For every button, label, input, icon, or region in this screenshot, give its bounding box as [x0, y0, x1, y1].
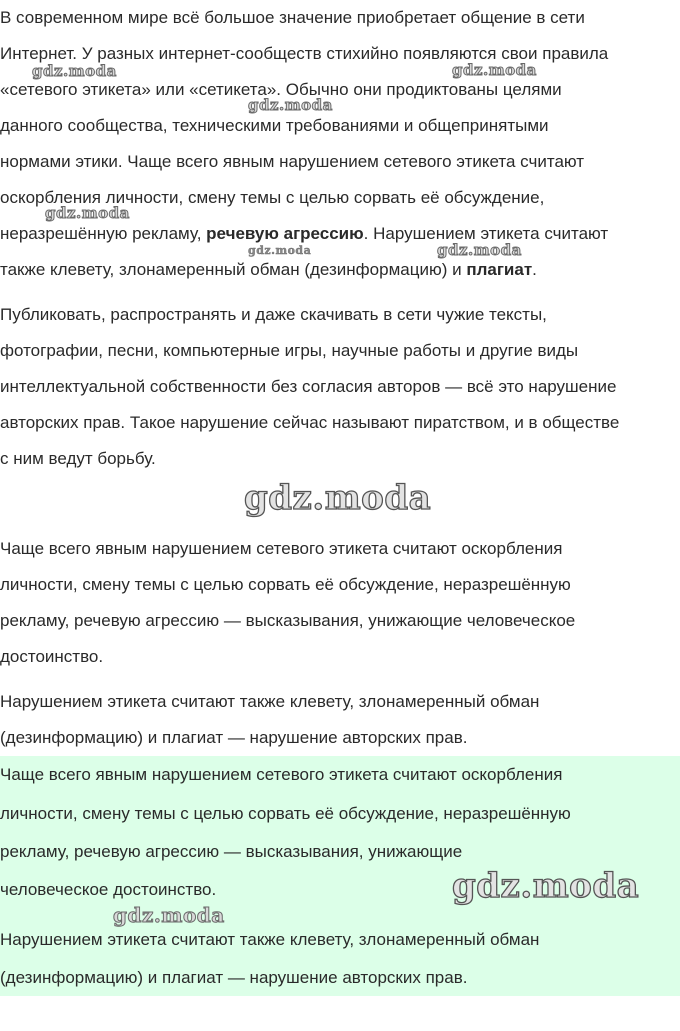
watermark: gdz.moda: [248, 244, 312, 257]
text-line: «сетевого этикета» или «сетикета». Обычно они продиктованы целями: [0, 80, 562, 99]
text-line: личности, смену темы с целью сорвать её обсуждение, неразрешённую: [0, 804, 571, 823]
bold-term-speech-aggression: речевую агрессию: [206, 224, 364, 243]
text-line: авторских прав. Такое нарушение сейчас называют пиратством, и в обществе: [0, 413, 620, 432]
text-line: данного сообщества, техническими требованиями и общепринятыми: [0, 116, 549, 135]
text-line: с ним ведут борьбу.: [0, 449, 156, 468]
text-line: интеллектуальной собственности без согласия авторов — всё это нарушение: [0, 377, 617, 396]
watermark: gdz.moda: [45, 204, 130, 222]
text-line: (дезинформацию) и плагиат — нарушение авторских прав.: [0, 968, 468, 987]
watermark: gdz.moda: [248, 96, 333, 114]
text-line: [0, 259, 537, 281]
watermark: gdz.moda: [32, 62, 117, 80]
text-line: личности, смену темы с целью сорвать её обсуждение, неразрешённую: [0, 575, 571, 594]
text-line: рекламу, речевую агрессию — высказывания, унижающие: [0, 842, 463, 861]
text-line: Нарушением этикета считают также клевету, злонамеренный обман: [0, 692, 540, 711]
text-line: фотографии, песни, компьютерные игры, научные работы и другие виды: [0, 341, 579, 360]
watermark: gdz.moda: [437, 241, 522, 259]
text-line: Публиковать, распространять и даже скачивать в сети чужие тексты,: [0, 305, 547, 324]
bold-term-plagiarism: плагиат: [466, 260, 533, 279]
watermark: gdz.moda: [452, 866, 640, 906]
text-line: Чаще всего явным нарушением сетевого этикета считают оскорбления: [0, 765, 563, 784]
text-span: . Нарушением этикета считают: [363, 224, 609, 243]
text-line: рекламу, речевую агрессию — высказывания, унижающие человеческое: [0, 611, 576, 630]
text-span: .: [532, 260, 537, 279]
watermark: gdz.moda: [452, 61, 537, 79]
text-span: также клевету, злонамеренный обман (дезинформацию) и: [0, 260, 467, 279]
text-line: Нарушением этикета считают также клевету, злонамеренный обман: [0, 930, 540, 949]
text-line: В современном мире всё большое значение приобретает общение в сети: [0, 8, 585, 27]
text-line: человеческое достоинство.: [0, 880, 217, 899]
watermark: gdz.moda: [113, 903, 225, 927]
text-line: Интернет. У разных интернет-сообществ стихийно появляются свои правила: [0, 44, 609, 63]
text-line: оскорбления личности, смену темы с целью сорвать её обсуждение,: [0, 188, 545, 207]
watermark: gdz.moda: [244, 478, 432, 518]
text-line: нормами этики. Чаще всего явным нарушением сетевого этикета считают: [0, 152, 585, 171]
text-line: достоинство.: [0, 647, 104, 666]
text-line: Чаще всего явным нарушением сетевого этикета считают оскорбления: [0, 539, 563, 558]
text-span: неразрешённую рекламу,: [0, 224, 207, 243]
text-line: (дезинформацию) и плагиат — нарушение авторских прав.: [0, 728, 468, 747]
